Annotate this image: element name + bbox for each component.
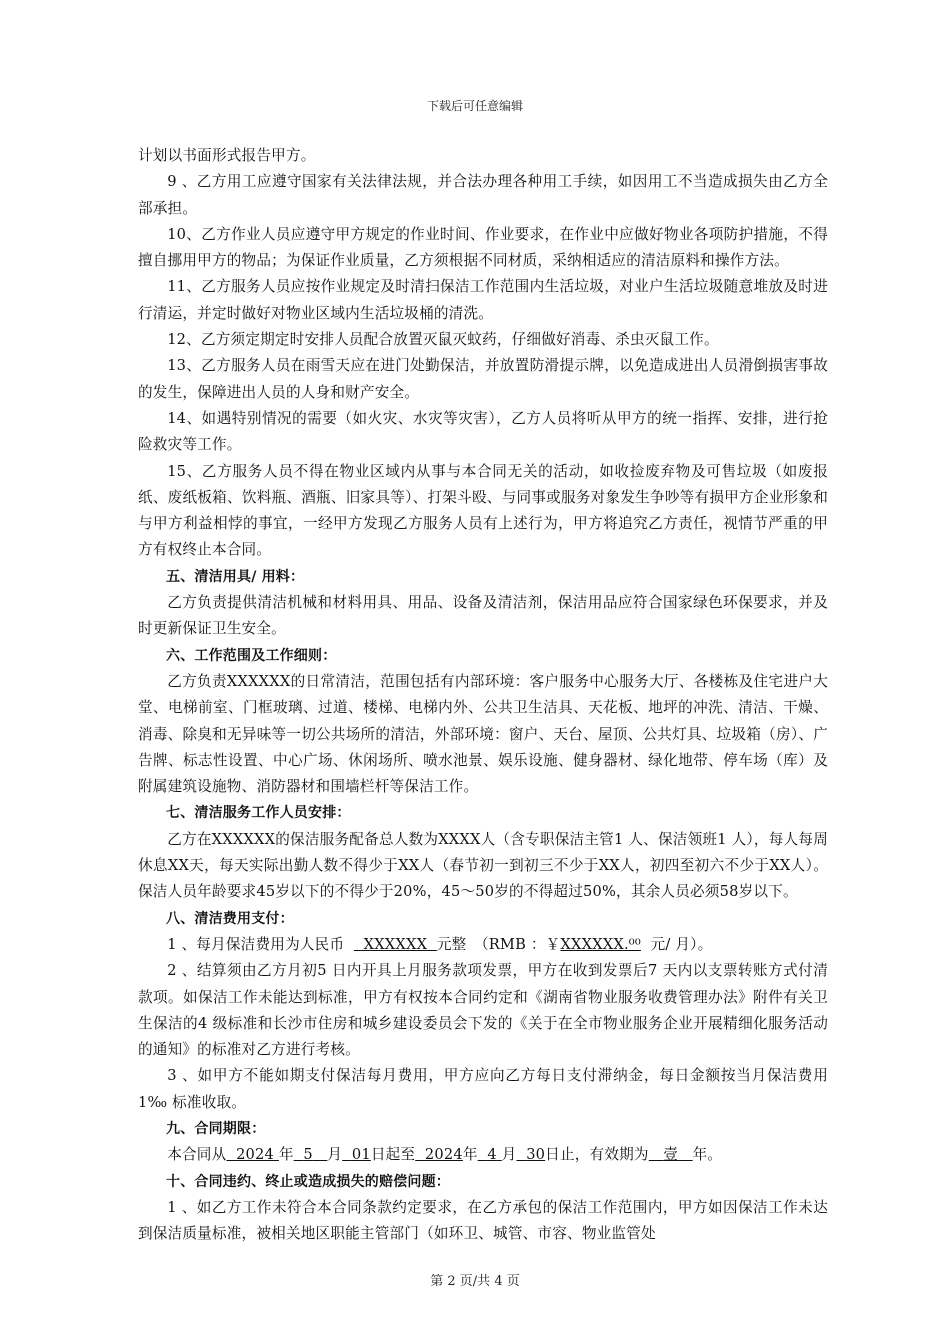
- fee-amount-rmb: XXXXXX.⁰⁰: [560, 935, 641, 953]
- page-footer: 第 2 页/共 4 页: [430, 1274, 520, 1289]
- clause-13: 13、乙方服务人员在雨雪天应在进门处勤保洁，并放置防滑提示牌，以免造成进出人员滑倒损害事故的发生，保障进出人员的人身和财产安全。: [138, 357, 828, 401]
- section-heading-10: 十、合同违约、终止或造成损失的赔偿问题：: [166, 1173, 450, 1190]
- contract-term: 本合同从 2024 年 5 月 01日起至 2024年 4 月 30日止，有效期为 壹 年。: [167, 1146, 723, 1164]
- fee-clause-1: [138, 932, 828, 958]
- validity-years: 壹: [663, 1146, 679, 1164]
- section-heading-5: 五、清洁用具/ 用料：: [166, 568, 305, 585]
- section-heading-8: 八、清洁费用支付：: [166, 910, 294, 927]
- clause-9: 9 、乙方用工应遵守国家有关法律法规，并合法办理各种用工手续，如因用工不当造成损失由乙方全部承担。: [138, 173, 828, 217]
- end-month: 4: [487, 1146, 497, 1164]
- section-10-clause-1: 1 、如乙方工作未符合本合同条款约定要求，在乙方承包的保洁工作范围内，甲方如因保洁工作未达到保洁质量标准，被相关地区职能主管部门（如环卫、城管、市容、物业监管处: [138, 1198, 828, 1243]
- section-5-text: 乙方负责提供清洁机械和材料用具、用品、设备及清洁剂，保洁用品应符合国家绿色环保要求，并及时更新保证卫生安全。: [138, 594, 828, 638]
- fee-amount-cn: XXXXXX: [363, 935, 428, 953]
- clause-14: 14、如遇特别情况的需要（如火灾、水灾等灾害），乙方人员将听从甲方的统一指挥、安排，进行抢险救灾等工作。: [138, 409, 828, 454]
- start-year: 2024: [236, 1146, 275, 1164]
- fee-text-c: 元整 （RMB ：￥: [436, 935, 561, 953]
- document-body: [138, 143, 828, 1247]
- section-heading-7: 七、清洁服务工作人员安排：: [166, 805, 351, 822]
- fee-clause-3: 3 、如甲方不能如期支付保洁每月费用，甲方应向乙方每日支付滞纳金，每日金额按当月保洁费用1‰ 标准收取。: [138, 1067, 828, 1111]
- clause-12: 12、乙方须定期定时安排人员配合放置灭鼠灭蚊药，仔细做好消毒、杀虫灭鼠工作。: [167, 331, 719, 349]
- start-month: 5: [303, 1146, 313, 1164]
- section-6-text: 乙方负责XXXXXX的日常清洁，范围包括有内部环境：客户服务中心服务大厅、各楼栋及住宅进户大堂、电梯前室、门框玻璃、过道、楼梯、电梯内外、公共卫生洁具、天花板、地坪的冲洗、清洁、干燥、消毒、除臭和无异味等一切公共场所的清洁，外部环境：窗户、天台、屋顶、公共灯具、垃圾箱（房）、广告牌、标志性设置、中心广场、休闲场所、喷水池景、娱乐设施、健身器材、绿化地带、停车场（库）及附属建筑设施物、消防器材和围墙栏杆等保洁工作。: [138, 672, 828, 796]
- fee-clause-2: 2 、结算须由乙方月初5 日内开具上月服务款项发票，甲方在收到发票后7 天内以支票转账方式付清款项。如保洁工作未能达到标准，甲方有权按本合同约定和《湖南省物业服务收费管理办法》附件有关卫生保洁的4 级标准和长沙市住房和城乡建设委员会下发的《关于在全市物业服务企业开展精细化服务活动的通知》的标准对乙方进行考核。: [138, 962, 828, 1059]
- fee-text-e: 元/ 月）。: [650, 935, 713, 953]
- clause-11: 11、乙方服务人员应按作业规定及时清扫保洁工作范围内生活垃圾，对业户生活垃圾随意堆放及时进行清运，并定时做好对物业区域内生活垃圾桶的清洗。: [138, 278, 828, 322]
- section-7-text: 乙方在XXXXXX的保洁服务配备总人数为XXXX人（含专职保洁主管1 人、保洁领班1 人），每人每周休息XX天，每天实际出勤人数不得少于XX人（春节初一到初三不少于XX人，初四至初六不少于XX人）。保洁人员年龄要求45岁以下的不得少于20%，45～50岁的不得超过50%，其余人员必须58岁以下。: [138, 830, 828, 901]
- end-year: 2024: [424, 1146, 463, 1164]
- section-heading-9: 九、合同期限：: [166, 1120, 266, 1137]
- section-heading-6: 六、工作范围及工作细则：: [166, 647, 337, 664]
- page-header: 下载后可任意编辑: [426, 99, 523, 113]
- clause-10: 10、乙方作业人员应遵守甲方规定的作业时间、作业要求，在作业中应做好物业各项防护措施，不得擅自挪用甲方的物品；为保证作业质量，乙方须根据不同材质，采纳相适应的清洁原料和操作方法。: [138, 225, 828, 270]
- end-day: 30: [526, 1146, 546, 1164]
- start-day: 01: [351, 1146, 371, 1164]
- fee-text-a: 1 、每月保洁费用为人民币: [167, 935, 345, 953]
- paragraph: 计划以书面形式报告甲方。: [138, 147, 316, 164]
- clause-15: 15、乙方服务人员不得在物业区域内从事与本合同无关的活动，如收捡废弃物及可售垃圾（如废报纸、废纸板箱、饮料瓶、酒瓶、旧家具等）、打架斗殴、与同事或服务对象发生争吵等有损甲方企业形象和与甲方利益相悖的事宜，一经甲方发现乙方服务人员有上述行为，甲方将追究乙方责任，视情节严重的甲方有权终止本合同。: [138, 462, 828, 559]
